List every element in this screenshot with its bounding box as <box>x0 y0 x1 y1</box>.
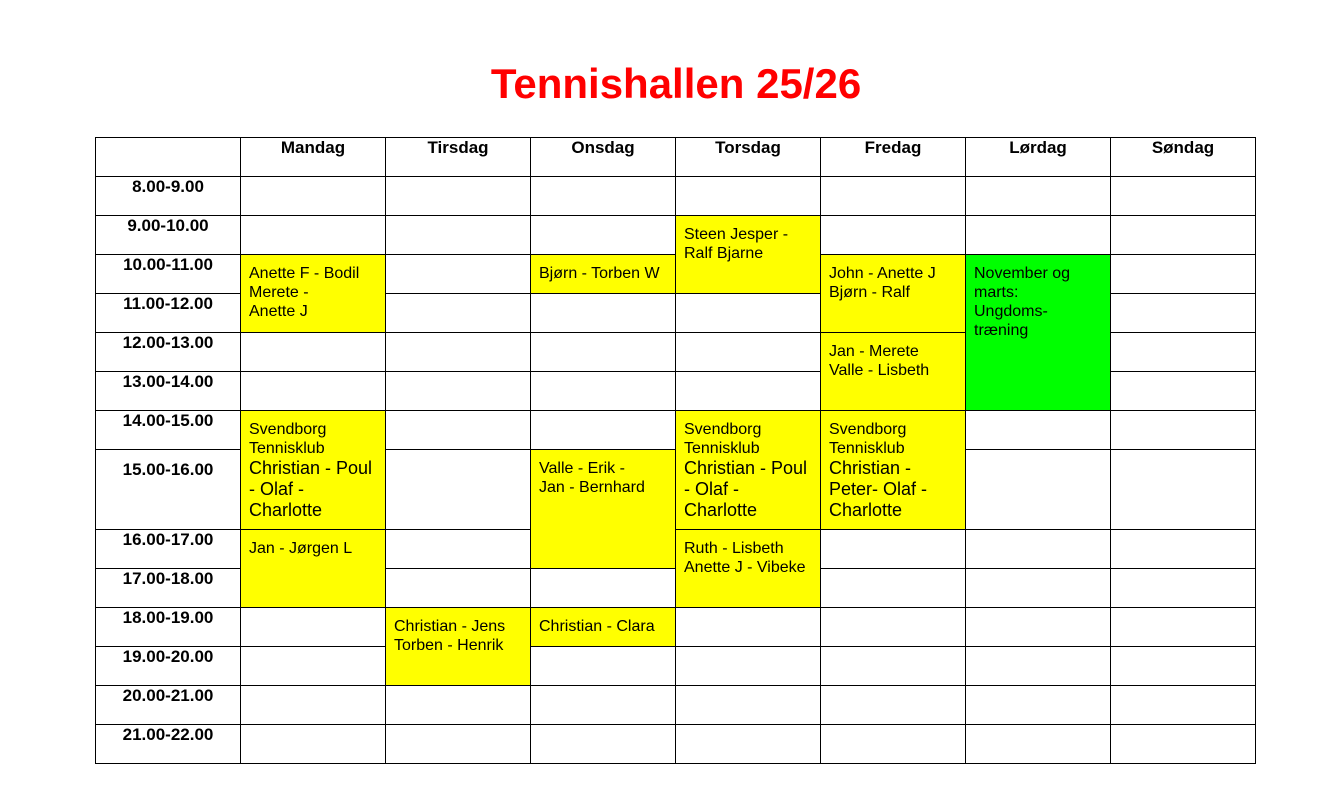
time-label: 16.00-17.00 <box>96 530 241 569</box>
empty-slot <box>821 530 966 569</box>
table-row <box>96 177 1256 216</box>
booking-line: Anette J <box>249 303 308 320</box>
day-header-onsdag: Onsdag <box>531 138 676 177</box>
empty-slot <box>531 569 676 608</box>
day-header-lordag: Lørdag <box>966 138 1111 177</box>
empty-slot <box>386 372 531 411</box>
empty-slot <box>386 216 531 255</box>
empty-slot <box>1111 177 1256 216</box>
empty-slot <box>531 647 676 686</box>
empty-slot <box>966 647 1111 686</box>
booking-club: Tennisklub <box>684 440 760 457</box>
empty-slot <box>1111 530 1256 569</box>
header-row <box>96 138 1256 177</box>
empty-slot <box>386 294 531 333</box>
time-label: 17.00-18.00 <box>96 569 241 608</box>
empty-slot <box>966 530 1111 569</box>
time-label: 21.00-22.00 <box>96 725 241 764</box>
booking-line: Christian - Clara <box>539 618 655 635</box>
page-title: Tennishallen 25/26 <box>490 60 862 107</box>
booking-onsdag-10 <box>531 255 676 294</box>
day-header-fredag: Fredag <box>821 138 966 177</box>
booking-torsdag-14 <box>676 411 821 530</box>
empty-slot <box>676 333 821 372</box>
empty-slot <box>1111 725 1256 764</box>
booking-onsdag-18 <box>531 608 676 647</box>
booking-line: Charlotte <box>829 500 903 520</box>
time-label: 14.00-15.00 <box>96 411 241 450</box>
time-label: 10.00-11.00 <box>96 255 241 294</box>
empty-slot <box>821 608 966 647</box>
empty-slot <box>1111 216 1256 255</box>
table-row <box>96 411 1256 450</box>
empty-slot <box>531 216 676 255</box>
empty-slot <box>386 450 531 530</box>
booking-line: - Olaf - <box>249 479 305 499</box>
booking-mandag-16 <box>241 530 386 608</box>
empty-slot <box>676 686 821 725</box>
booking-line: Bjørn - Ralf <box>829 284 910 301</box>
empty-slot <box>531 411 676 450</box>
booking-lordag-youth <box>966 255 1111 411</box>
booking-line: Jan - Jørgen L <box>249 540 353 557</box>
empty-slot <box>241 686 386 725</box>
time-label: 11.00-12.00 <box>96 294 241 333</box>
corner-cell <box>96 138 241 177</box>
booking-torsdag-16 <box>676 530 821 608</box>
time-label: 15.00-16.00 <box>96 450 241 530</box>
empty-slot <box>1111 411 1256 450</box>
table-row <box>96 216 1256 255</box>
time-label: 9.00-10.00 <box>96 216 241 255</box>
booking-line: Peter- Olaf - <box>829 479 928 499</box>
empty-slot <box>821 686 966 725</box>
booking-line: Charlotte <box>684 500 758 520</box>
booking-line: John - Anette J <box>829 265 936 282</box>
empty-slot <box>1111 608 1256 647</box>
booking-line: Valle - Erik - <box>539 460 625 477</box>
booking-line: Ruth - Lisbeth <box>684 540 784 557</box>
time-label: 20.00-21.00 <box>96 686 241 725</box>
booking-line: Ralf Bjarne <box>684 245 764 262</box>
empty-slot <box>531 333 676 372</box>
empty-slot <box>241 333 386 372</box>
empty-slot <box>531 686 676 725</box>
empty-slot <box>1111 372 1256 411</box>
empty-slot <box>966 216 1111 255</box>
empty-slot <box>966 177 1111 216</box>
day-header-mandag: Mandag <box>241 138 386 177</box>
schedule-table <box>95 137 1256 764</box>
empty-slot <box>241 177 386 216</box>
booking-club: Svendborg <box>249 421 327 438</box>
empty-slot <box>386 333 531 372</box>
empty-slot <box>1111 450 1256 530</box>
table-row <box>96 608 1256 647</box>
empty-slot <box>966 450 1111 530</box>
empty-slot <box>966 411 1111 450</box>
empty-slot <box>386 569 531 608</box>
time-label: 18.00-19.00 <box>96 608 241 647</box>
time-label: 13.00-14.00 <box>96 372 241 411</box>
empty-slot <box>966 686 1111 725</box>
booking-club: Svendborg <box>684 421 762 438</box>
empty-slot <box>966 569 1111 608</box>
empty-slot <box>1111 647 1256 686</box>
time-label: 12.00-13.00 <box>96 333 241 372</box>
day-header-tirsdag: Tirsdag <box>386 138 531 177</box>
booking-line: Jan - Bernhard <box>539 479 645 496</box>
booking-club: Svendborg <box>829 421 907 438</box>
booking-line: November og <box>974 265 1071 282</box>
empty-slot <box>821 177 966 216</box>
empty-slot <box>241 725 386 764</box>
empty-slot <box>966 725 1111 764</box>
empty-slot <box>676 177 821 216</box>
empty-slot <box>676 372 821 411</box>
empty-slot <box>676 294 821 333</box>
empty-slot <box>386 411 531 450</box>
booking-line: Anette J - Vibeke <box>684 559 806 576</box>
empty-slot <box>531 725 676 764</box>
booking-onsdag-15 <box>531 450 676 569</box>
empty-slot <box>386 686 531 725</box>
booking-line: Ungdoms- <box>974 303 1048 320</box>
booking-line: Christian - <box>829 458 912 478</box>
booking-club: Tennisklub <box>829 440 905 457</box>
booking-line: Valle - Lisbeth <box>829 362 930 379</box>
time-label: 8.00-9.00 <box>96 177 241 216</box>
empty-slot <box>821 725 966 764</box>
empty-slot <box>676 725 821 764</box>
booking-line: Christian - Poul <box>684 458 808 478</box>
table-row <box>96 530 1256 569</box>
time-label: 19.00-20.00 <box>96 647 241 686</box>
booking-fredag-10 <box>821 255 966 333</box>
booking-fredag-14 <box>821 411 966 530</box>
table-row <box>96 647 1256 686</box>
day-header-sondag: Søndag <box>1111 138 1256 177</box>
table-row <box>96 686 1256 725</box>
empty-slot <box>241 608 386 647</box>
booking-line: træning <box>974 322 1029 339</box>
day-header-torsdag: Torsdag <box>676 138 821 177</box>
empty-slot <box>386 255 531 294</box>
booking-line: Christian - Poul <box>249 458 373 478</box>
booking-mandag-14 <box>241 411 386 530</box>
booking-fredag-12 <box>821 333 966 411</box>
empty-slot <box>1111 294 1256 333</box>
empty-slot <box>386 530 531 569</box>
empty-slot <box>676 647 821 686</box>
booking-mandag-10 <box>241 255 386 333</box>
empty-slot <box>531 372 676 411</box>
empty-slot <box>531 294 676 333</box>
empty-slot <box>676 608 821 647</box>
booking-line: Torben - Henrik <box>394 637 504 654</box>
empty-slot <box>1111 569 1256 608</box>
empty-slot <box>821 569 966 608</box>
booking-line: marts: <box>974 284 1019 301</box>
empty-slot <box>241 372 386 411</box>
booking-line: Charlotte <box>249 500 323 520</box>
empty-slot <box>386 177 531 216</box>
booking-line: Merete - <box>249 284 309 301</box>
empty-slot <box>966 608 1111 647</box>
empty-slot <box>241 216 386 255</box>
empty-slot <box>1111 255 1256 294</box>
table-row <box>96 725 1256 764</box>
empty-slot <box>241 647 386 686</box>
empty-slot <box>1111 686 1256 725</box>
booking-club: Tennisklub <box>249 440 325 457</box>
empty-slot <box>531 177 676 216</box>
empty-slot <box>821 647 966 686</box>
booking-tirsdag-18 <box>386 608 531 686</box>
booking-line: Anette F - Bodil <box>249 265 360 282</box>
booking-line: Steen Jesper - <box>684 226 789 243</box>
empty-slot <box>1111 333 1256 372</box>
booking-line: Christian - Jens <box>394 618 506 635</box>
booking-line: Jan - Merete <box>829 343 919 360</box>
empty-slot <box>821 216 966 255</box>
booking-line: Bjørn - Torben W <box>539 265 660 282</box>
booking-line: - Olaf - <box>684 479 740 499</box>
booking-torsdag-9 <box>676 216 821 294</box>
empty-slot <box>386 725 531 764</box>
